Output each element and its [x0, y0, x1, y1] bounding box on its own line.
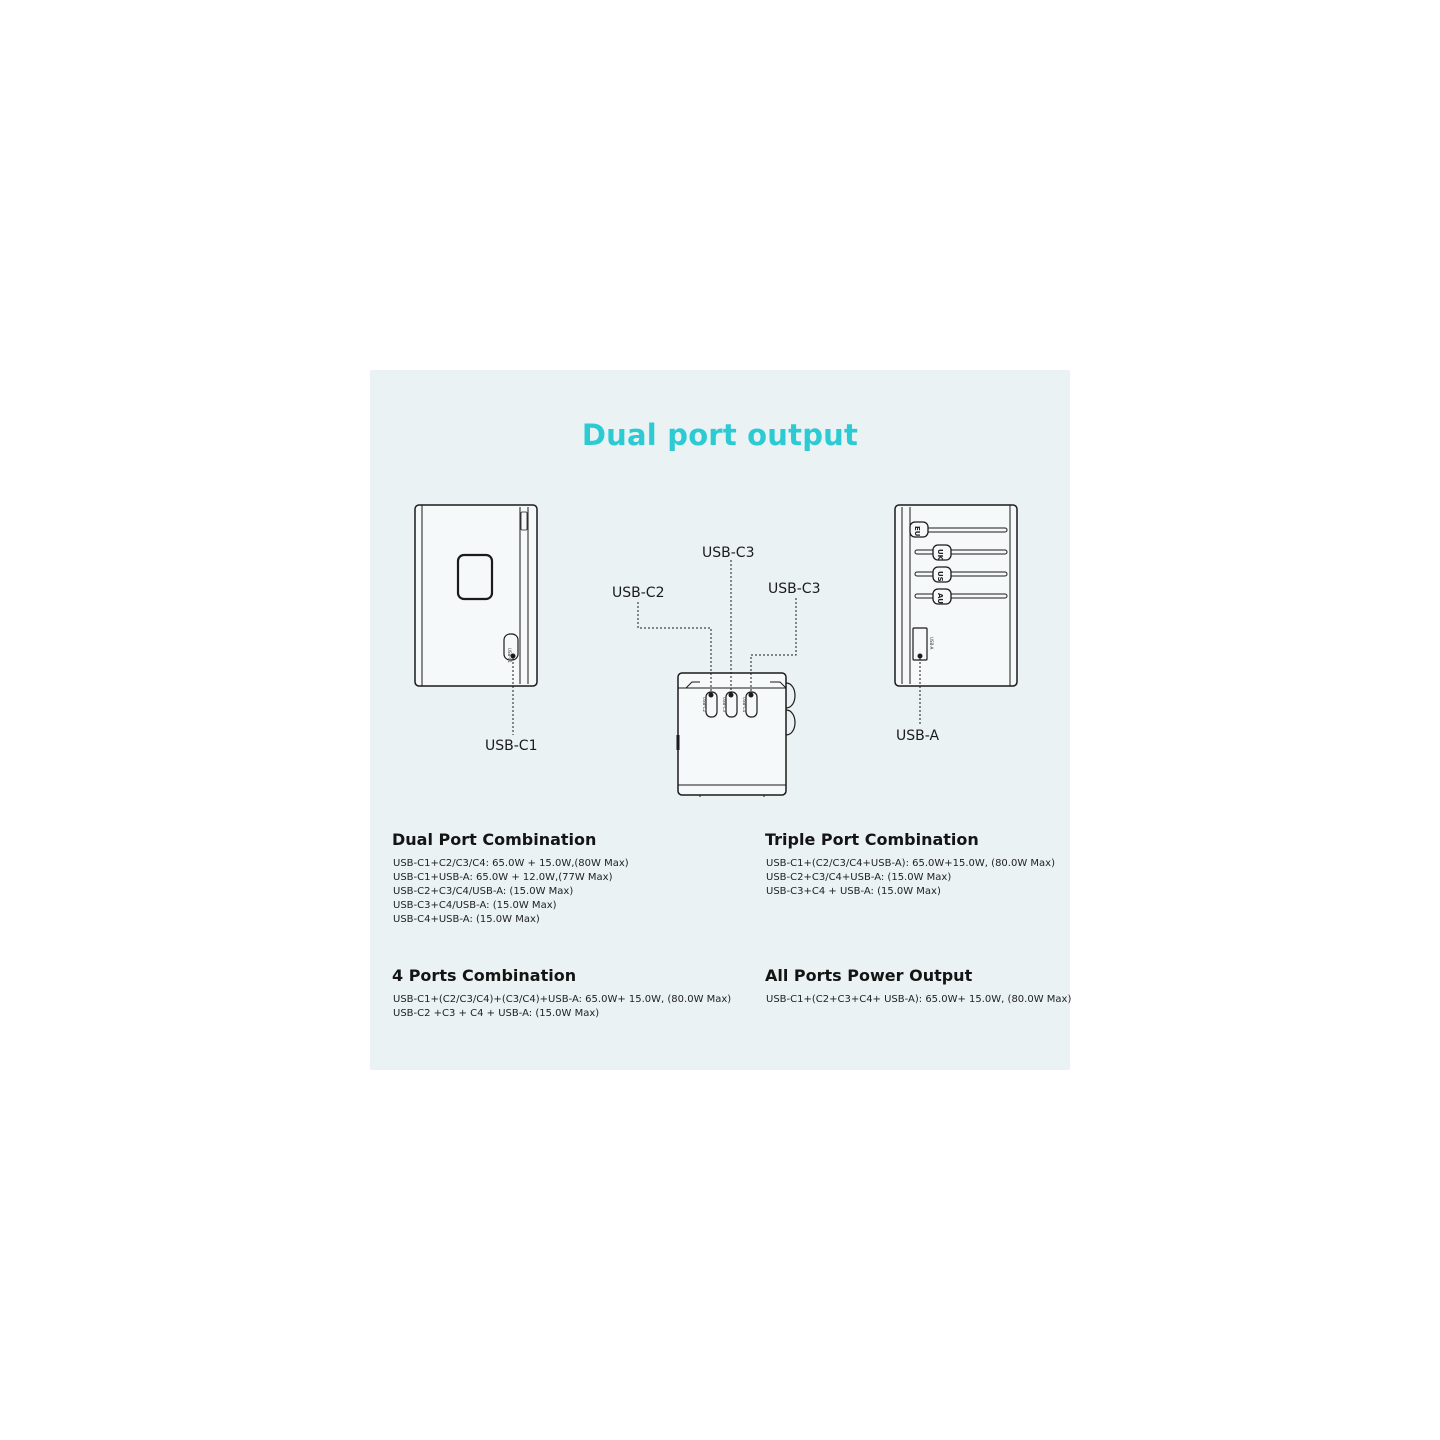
center-port-dot-c3: [729, 693, 733, 697]
center-port-marking-c4: USB-C4: [742, 697, 747, 712]
right-port-dot: [918, 654, 922, 658]
center-port-marking-c2: USB-C2: [702, 697, 707, 712]
spec-line: USB-C2 +C3 + C4 + USB-A: (15.0W Max): [393, 1008, 600, 1019]
spec-line: USB-C2+C3/C4+USB-A: (15.0W Max): [766, 872, 952, 883]
right-port-label: USB-A: [896, 728, 940, 744]
spec-line: USB-C3+C4 + USB-A: (15.0W Max): [766, 886, 941, 897]
left-device: [415, 505, 537, 735]
spec-line: USB-C4+USB-A: (15.0W Max): [393, 914, 540, 925]
plug-label-au: AU: [936, 593, 944, 604]
center-left-port-label: USB-C2: [612, 585, 665, 601]
plug-label-us: US: [936, 571, 944, 582]
section-heading: Triple Port Combination: [765, 830, 979, 849]
center-port-dot-c4: [749, 693, 753, 697]
spec-line: USB-C2+C3/C4/USB-A: (15.0W Max): [393, 886, 574, 897]
spec-line: USB-C1+USB-A: 65.0W + 12.0W,(77W Max): [393, 872, 613, 883]
spec-line: USB-C1+(C2/C3/C4)+(C3/C4)+USB-A: 65.0W+ 15.0W, (80.0W Max): [393, 994, 732, 1005]
page-title: Dual port output: [581, 418, 859, 452]
center-port-marking-c3: USB-C3: [722, 697, 727, 712]
spec-line: USB-C3+C4/USB-A: (15.0W Max): [393, 900, 557, 911]
spec-line: USB-C1+C2/C3/C4: 65.0W + 15.0W,(80W Max): [393, 858, 629, 869]
triple-port-section: [765, 830, 1055, 899]
center-top-port-label: USB-C3: [702, 545, 755, 561]
spec-line: USB-C1+(C2/C3/C4+USB-A): 65.0W+15.0W, (80.0W Max): [766, 858, 1055, 869]
right-port-marking: USB-A: [929, 637, 934, 650]
center-right-port-label: USB-C3: [768, 581, 821, 597]
section-heading: Dual Port Combination: [392, 830, 597, 849]
spec-line: USB-C1+(C2+C3+C4+ USB-A): 65.0W+ 15.0W, (80.0W Max): [766, 994, 1072, 1005]
four-ports-section: [392, 966, 731, 1021]
plug-label-eu: EU: [913, 526, 921, 537]
center-port-dot-c2: [709, 693, 713, 697]
all-ports-section: [765, 966, 1071, 1007]
section-heading: 4 Ports Combination: [392, 966, 577, 985]
left-port-marking: USB-C1: [507, 648, 512, 663]
plug-label-uk: UK: [936, 549, 944, 561]
right-device: [895, 505, 1017, 725]
dual-port-section: [392, 830, 629, 927]
section-heading: All Ports Power Output: [765, 966, 973, 985]
left-port-label: USB-C1: [485, 738, 538, 754]
